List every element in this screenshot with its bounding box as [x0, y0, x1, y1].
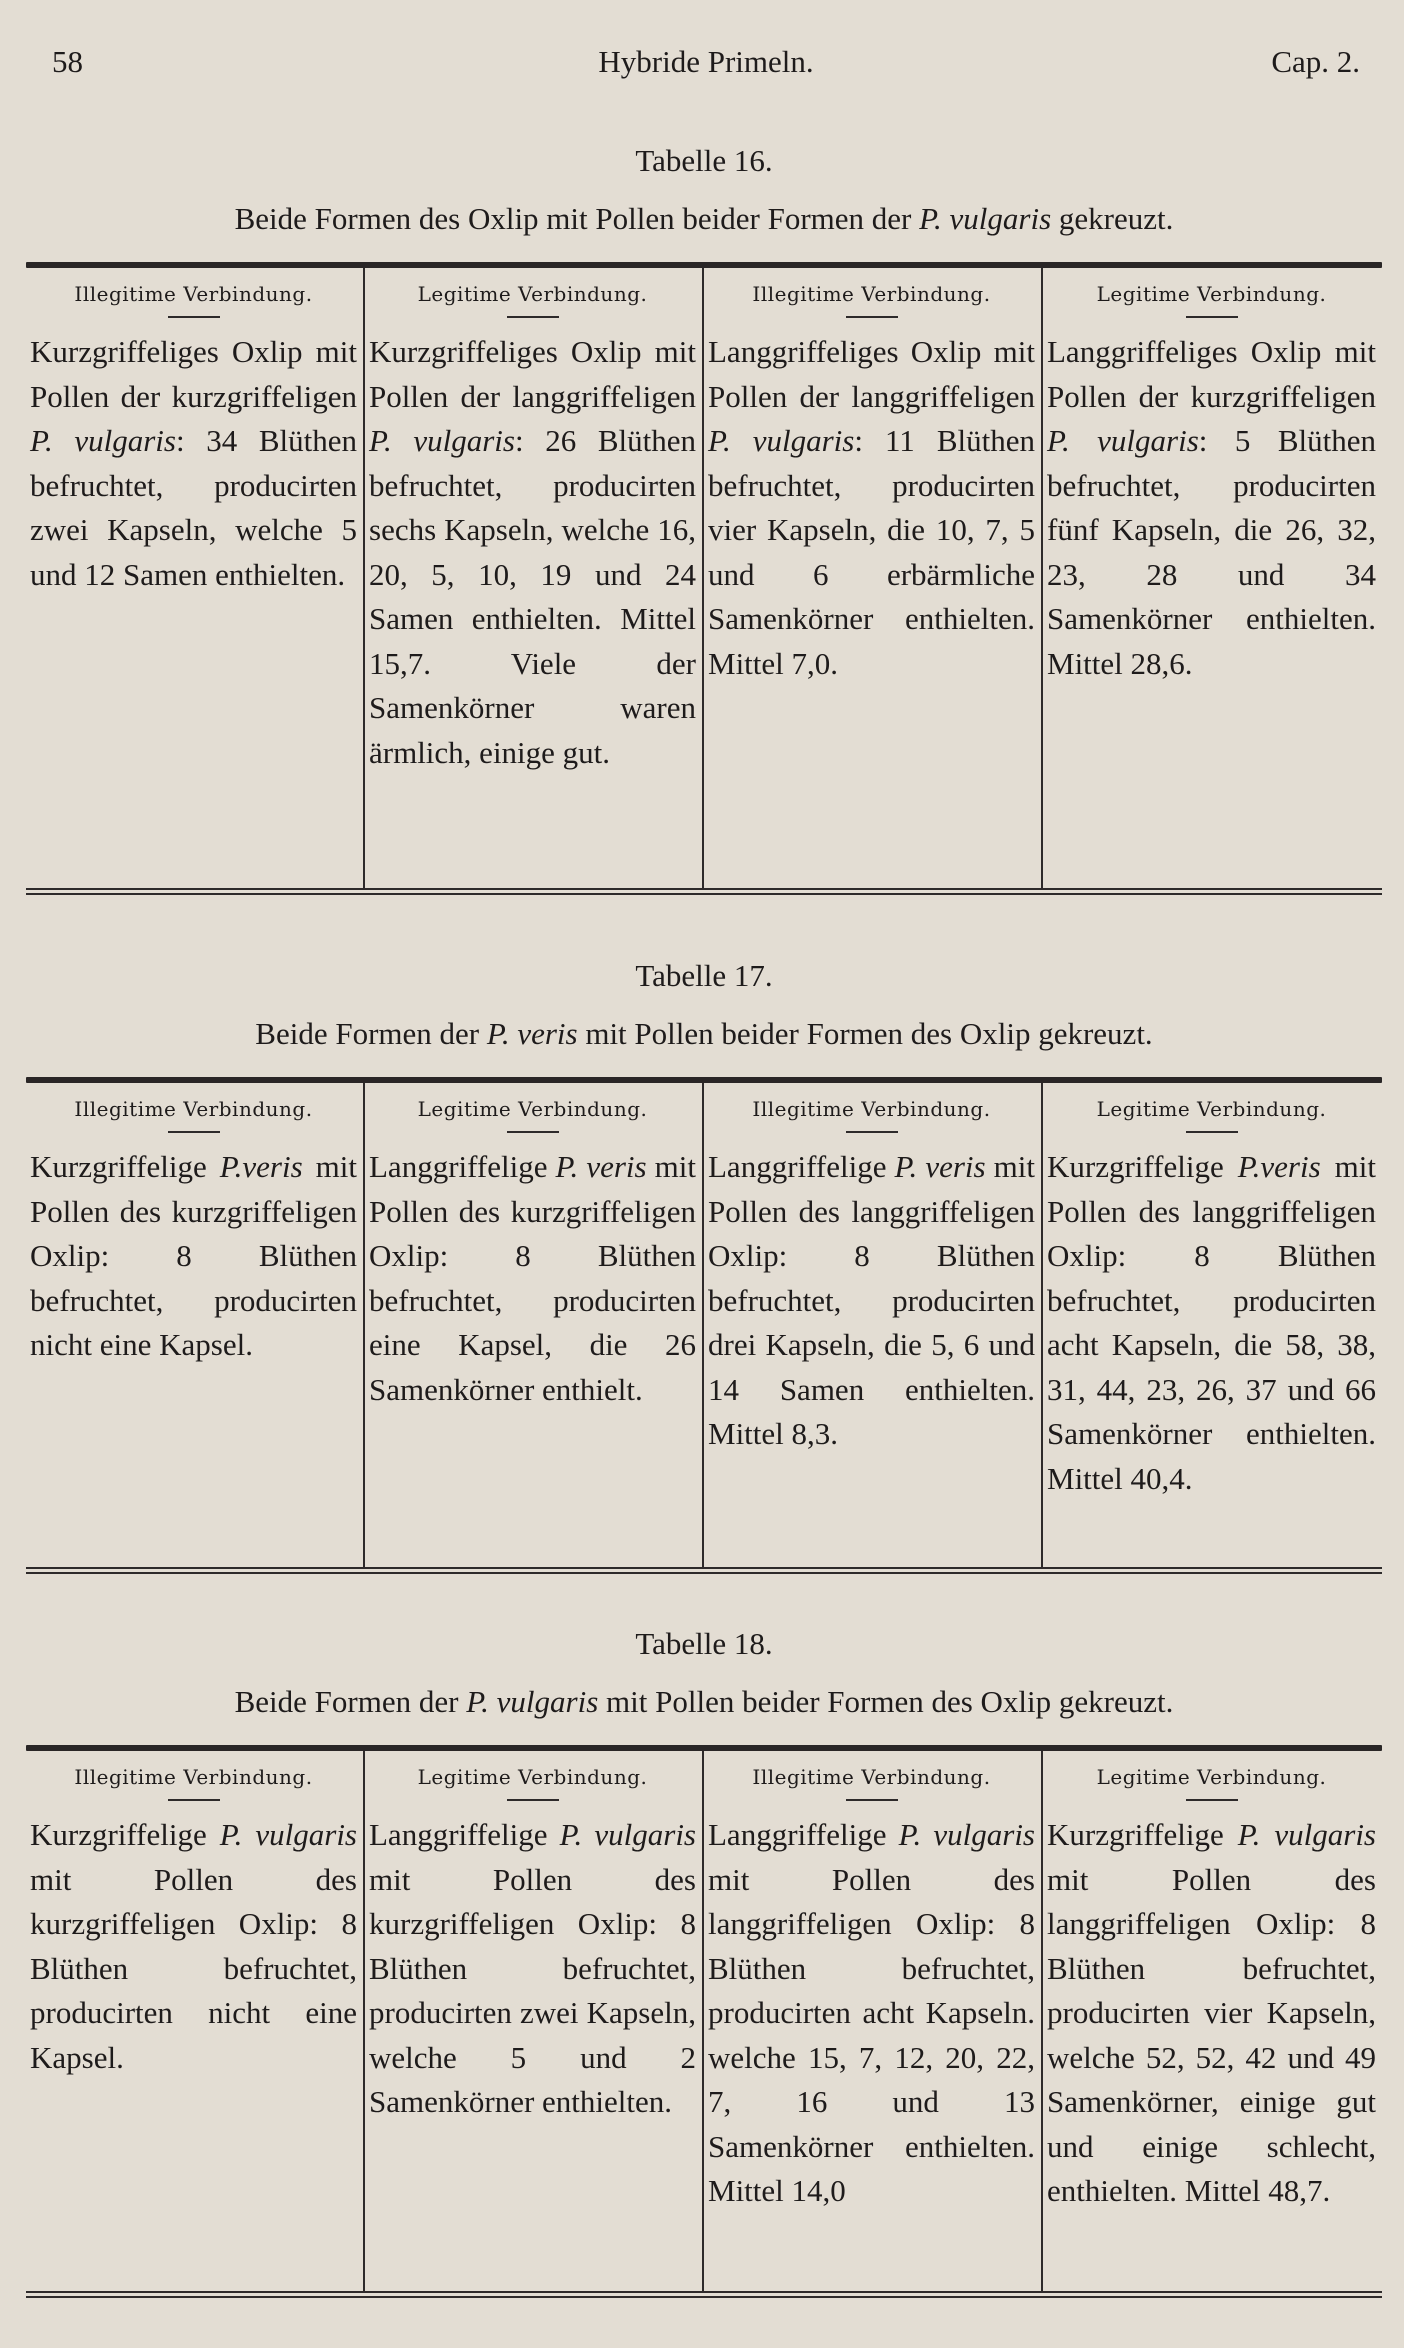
column-heading: Illegitime Verbindung. — [74, 1765, 313, 1789]
cell-species: P. vulgaris — [369, 423, 515, 458]
caption-species: P. vulgaris — [919, 201, 1052, 236]
column-heading: Illegitime Verbindung. — [752, 282, 991, 306]
running-title: Hybride Primeln. — [598, 44, 814, 79]
table-column — [704, 268, 1043, 888]
table-column — [365, 1083, 704, 1567]
heading-rule — [507, 1799, 559, 1801]
table-column — [704, 1083, 1043, 1567]
cell-text: Langgriffelige — [369, 1149, 556, 1184]
table-grid — [26, 1751, 1382, 2291]
caption-text: mit Pollen beider Formen des Oxlip gekreuzt. — [598, 1684, 1174, 1719]
table-column — [26, 268, 365, 888]
table-column — [365, 268, 704, 888]
cell-text: : 11 Blüthen befruchtet, producirten vier Kapseln, die 10, 7, 5 und 6 erbärmliche Samenkörner enthielten. Mittel 7,0. — [708, 423, 1035, 681]
table-column — [1043, 268, 1382, 888]
column-text — [367, 1813, 698, 2125]
heading-rule — [1186, 316, 1238, 318]
column-heading: Legitime Verbindung. — [417, 282, 648, 306]
table-column — [26, 1083, 365, 1567]
heading-rule — [168, 1799, 220, 1801]
cell-text: Langgriffelige — [708, 1149, 895, 1184]
column-text — [28, 1145, 359, 1368]
cell-text: Langgriffelige — [708, 1817, 899, 1852]
table-title: Tabelle 17. — [635, 958, 773, 993]
table-17 — [26, 955, 1382, 1574]
cell-species: P. vulgaris — [219, 1817, 357, 1852]
caption-text: Beide Formen der — [234, 1684, 467, 1719]
cell-text: mit Pollen des langgriffeligen Oxlip: 8 Blüthen befruchtet, producirten vier Kapseln, welche 52, 52, 42 und 49 Samenkörner, einige gut und einige schlecht, enthielten. Mittel 48,7. — [1047, 1861, 1376, 2208]
chapter-label: Cap. 2. — [1271, 44, 1360, 79]
caption-text: mit Pollen beider Formen des Oxlip gekreuzt. — [577, 1016, 1153, 1051]
caption-text: Beide Formen der — [255, 1016, 487, 1051]
table-title: Tabelle 16. — [635, 143, 773, 178]
running-head — [52, 44, 1360, 88]
column-text — [367, 1145, 698, 1412]
column-heading: Illegitime Verbindung. — [74, 1097, 313, 1121]
column-text — [367, 330, 698, 775]
heading-rule — [168, 316, 220, 318]
heading-rule — [507, 1131, 559, 1133]
cell-species: P. vulgaris — [898, 1817, 1035, 1852]
cell-text: Kurzgriffelige — [1047, 1817, 1238, 1852]
table-column — [1043, 1083, 1382, 1567]
column-text — [28, 330, 359, 597]
cell-text: mit Pollen des langgriffeligen Oxlip: 8 Blüthen befruchtet, producirten drei Kapseln, die 5, 6 und 14 Samen enthielten. Mittel 8,3. — [708, 1149, 1035, 1451]
table-column — [26, 1751, 365, 2291]
caption-species: P. veris — [486, 1016, 578, 1051]
heading-rule — [846, 316, 898, 318]
cell-species: P. veris — [894, 1149, 986, 1184]
cell-text: : 26 Blüthen befruchtet, producirten sechs Kapseln, welche 16, 20, 5, 10, 19 und 24 Samen enthielten. Mittel 15,7. Viele der Samenkörner waren ärmlich, einige gut. — [369, 423, 696, 770]
cell-text: Langgriffeliges Oxlip mit Pollen der langgriffeligen — [708, 334, 1035, 414]
cell-text: Langgriffelige — [369, 1817, 560, 1852]
table-grid — [26, 1083, 1382, 1567]
column-text — [706, 330, 1037, 686]
cell-text: Kurzgriffelige — [30, 1817, 220, 1852]
table-grid — [26, 268, 1382, 888]
cell-text: mit Pollen des langgriffeligen Oxlip: 8 Blüthen befruchtet, producirten acht Kapseln. welche 15, 7, 12, 20, 22, 7, 16 und 13 Samenkörner enthielten. Mittel 14,0 — [708, 1861, 1035, 2208]
table-column — [1043, 1751, 1382, 2291]
column-heading: Illegitime Verbindung. — [752, 1765, 991, 1789]
column-heading: Legitime Verbindung. — [1096, 1765, 1327, 1789]
column-heading: Legitime Verbindung. — [1096, 282, 1327, 306]
column-heading: Legitime Verbindung. — [1096, 1097, 1327, 1121]
bottom-rule — [26, 2291, 1382, 2298]
heading-rule — [507, 316, 559, 318]
column-text — [1045, 330, 1378, 686]
column-text — [28, 1813, 359, 2080]
cell-text: Kurzgriffeliges Oxlip mit Pollen der langgriffeligen — [369, 334, 696, 414]
cell-text: mit Pollen des kurzgriffeligen Oxlip: 8 Blüthen befruchtet, producirten eine Kapsel, die 26 Samenkörner enthielt. — [369, 1149, 696, 1407]
cell-species: P.veris — [219, 1149, 303, 1184]
bottom-rule — [26, 1567, 1382, 1574]
table-caption — [26, 196, 1382, 242]
cell-text: mit Pollen des langgriffeligen Oxlip: 8 Blüthen befruchtet, producirten acht Kapseln, die 58, 38, 31, 44, 23, 26, 37 und 66 Samenkörner enthielten. Mittel 40,4. — [1047, 1149, 1376, 1496]
bottom-rule — [26, 888, 1382, 895]
cell-species: P. vulgaris — [708, 423, 855, 458]
cell-text: mit Pollen des kurzgriffeligen Oxlip: 8 Blüthen befruchtet, producirten nicht eine Kapsel. — [30, 1861, 357, 2075]
heading-rule — [846, 1799, 898, 1801]
table-18 — [26, 1623, 1382, 2298]
cell-text: Kurzgriffeliges Oxlip mit Pollen der kurzgriffeligen — [30, 334, 357, 414]
table-title: Tabelle 18. — [635, 1626, 773, 1661]
table-16 — [26, 140, 1382, 895]
caption-text: Beide Formen des Oxlip mit Pollen beider Formen der — [234, 201, 920, 236]
page-number: 58 — [52, 44, 83, 79]
cell-species: P. vulgaris — [1047, 423, 1199, 458]
cell-species: P. vulgaris — [559, 1817, 696, 1852]
column-text — [1045, 1813, 1378, 2214]
cell-text: Kurzgriffelige — [30, 1149, 220, 1184]
caption-text: gekreuzt. — [1051, 201, 1174, 236]
heading-rule — [1186, 1799, 1238, 1801]
column-text — [1045, 1145, 1378, 1501]
table-caption — [26, 1679, 1382, 1725]
cell-text: Kurzgriffelige — [1047, 1149, 1238, 1184]
cell-species: P. vulgaris — [1237, 1817, 1376, 1852]
table-column — [365, 1751, 704, 2291]
cell-text: mit Pollen des kurzgriffeligen Oxlip: 8 Blüthen befruchtet, producirten zwei Kapseln, welche 5 und 2 Samenkörner enthielten. — [369, 1861, 696, 2119]
column-text — [706, 1145, 1037, 1457]
column-heading: Illegitime Verbindung. — [74, 282, 313, 306]
column-heading: Illegitime Verbindung. — [752, 1097, 991, 1121]
heading-rule — [1186, 1131, 1238, 1133]
column-heading: Legitime Verbindung. — [417, 1765, 648, 1789]
cell-text: mit Pollen des kurzgriffeligen Oxlip: 8 Blüthen befruchtet, producirten nicht eine Kapsel. — [30, 1149, 357, 1362]
table-column — [704, 1751, 1043, 2291]
heading-rule — [168, 1131, 220, 1133]
cell-text: : 34 Blüthen befruchtet, producirten zwei Kapseln, welche 5 und 12 Samen enthielten. — [30, 423, 357, 592]
table-caption — [26, 1011, 1382, 1057]
cell-text: : 5 Blüthen befruchtet, producirten fünf Kapseln, die 26, 32, 23, 28 und 34 Samenkörner enthielten. Mittel 28,6. — [1047, 423, 1376, 681]
caption-species: P. vulgaris — [466, 1684, 599, 1719]
column-heading: Legitime Verbindung. — [417, 1097, 648, 1121]
cell-species: P. veris — [555, 1149, 647, 1184]
column-text — [706, 1813, 1037, 2214]
cell-species: P.veris — [1237, 1149, 1321, 1184]
cell-text: Langgriffeliges Oxlip mit Pollen der kurzgriffeligen — [1047, 334, 1376, 414]
heading-rule — [846, 1131, 898, 1133]
cell-species: P. vulgaris — [30, 423, 176, 458]
